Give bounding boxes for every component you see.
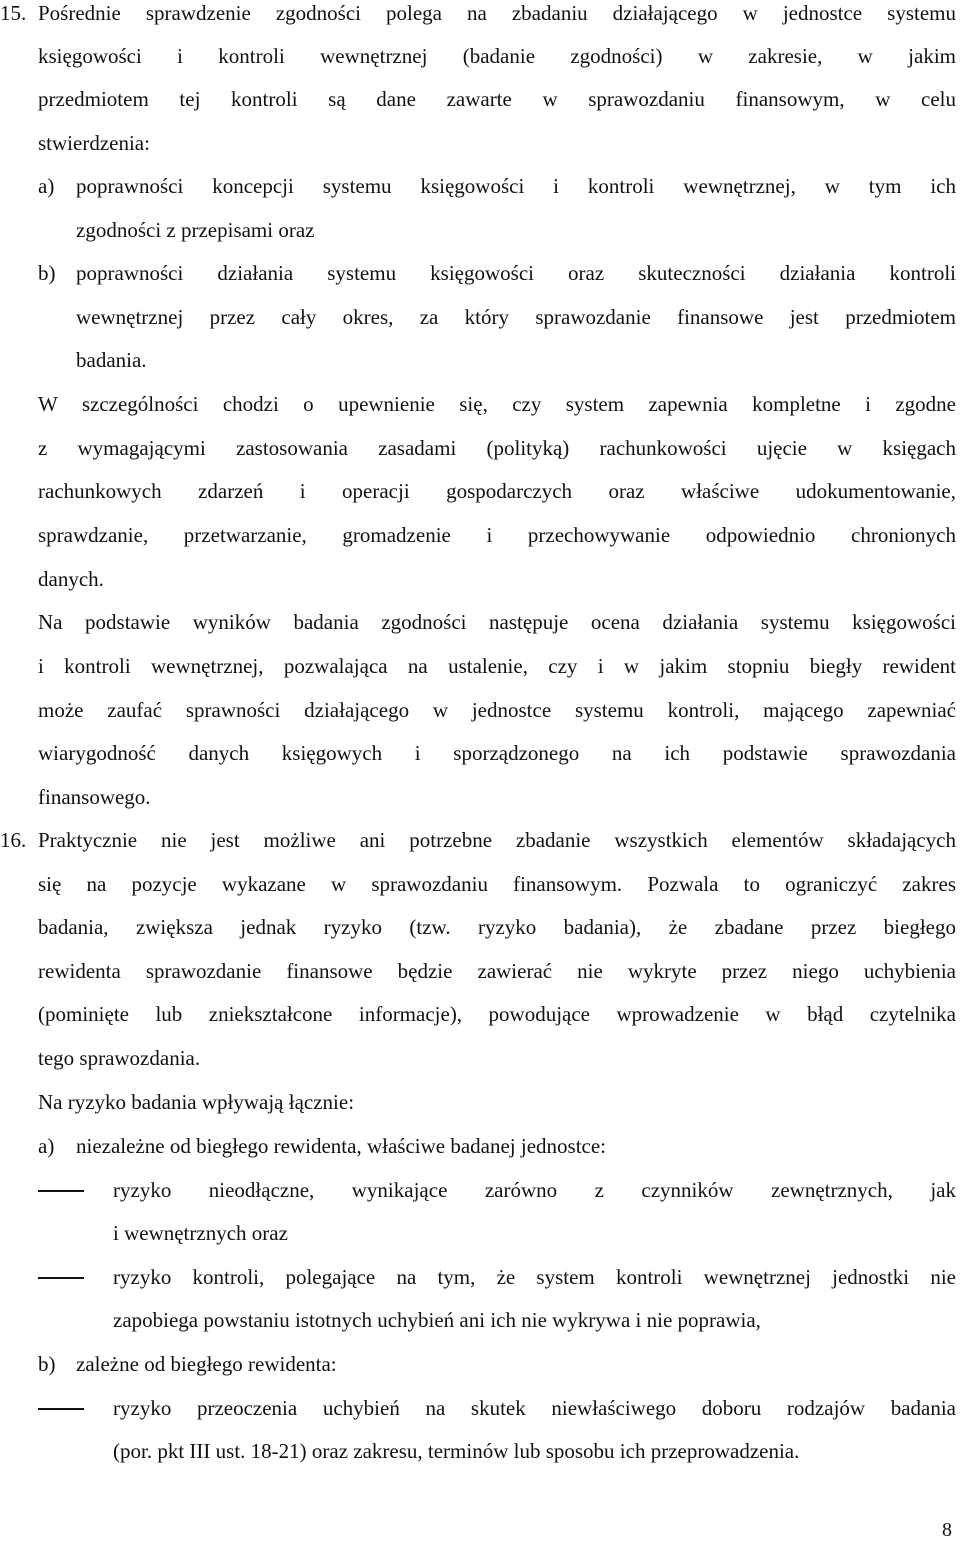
list-item-b (38, 1351, 337, 1395)
list-item-text: wewnętrznej przez cały okres, za który sprawozdanie finansowe jest przedmiotem (76, 305, 956, 329)
list-item-text: poprawności koncepcji systemu księgowości i kontroli wewnętrznej, w tym ich (76, 174, 956, 198)
list-label: a) (38, 1134, 55, 1158)
paragraph-text: z wymagającymi zastosowania zasadami (polityką) rachunkowości ujęcie w księgach (38, 436, 956, 460)
page-number: 8 (942, 1519, 952, 1541)
list-item-text: niezależne od biegłego rewidenta, właściwe badanej jednostce: (76, 1134, 607, 1158)
paragraph-text: przedmiotem tej kontroli są dane zawarte w sprawozdaniu finansowym, w celu (38, 87, 956, 111)
list-item-text: poprawności działania systemu księgowości oraz skuteczności działania kontroli (76, 261, 956, 285)
paragraph-text: Praktycznie nie jest możliwe ani potrzebne zbadanie wszystkich elementów składających (38, 828, 956, 852)
paragraph-text: W szczególności chodzi o upewnienie się, czy system zapewnia kompletne i zgodne (38, 392, 956, 416)
section-15-line (0, 0, 956, 44)
sub-list-item-text: i wewnętrznych oraz (113, 1221, 288, 1245)
paragraph-text: tego sprawozdania. (38, 1046, 201, 1070)
list-item-a (38, 173, 956, 217)
list-label: b) (38, 1352, 56, 1376)
paragraph-text: (pominięte lub zniekształcone informacje), powodujące wprowadzenie w błąd czytelnika (38, 1002, 956, 1026)
paragraph-text: badania, zwiększa jednak ryzyko (tzw. ryzyko badania), że zbadane przez biegłego (38, 915, 956, 939)
list-label: b) (38, 261, 56, 285)
paragraph-text: stwierdzenia: (38, 131, 150, 155)
list-label: a) (38, 174, 55, 198)
dash-bullet (38, 1408, 84, 1410)
paragraph-text: rachunkowych zdarzeń i operacji gospodarczych oraz właściwe udokumentowanie, (38, 479, 956, 503)
paragraph-text: danych. (38, 567, 104, 591)
paragraph-text: Na podstawie wyników badania zgodności następuje ocena działania systemu księgowości (38, 610, 956, 634)
paragraph-text: rewidenta sprawozdanie finansowe będzie zawierać nie wykryte przez niego uchybienia (38, 959, 956, 983)
list-item-text: zależne od biegłego rewidenta: (76, 1352, 337, 1376)
paragraph-text: sprawdzanie, przetwarzanie, gromadzenie i przechowywanie odpowiednio chronionych (38, 523, 956, 547)
list-item-text: zgodności z przepisami oraz (76, 218, 315, 242)
paragraph-text: może zaufać sprawności działającego w jednostce systemu kontroli, mającego zapewniać (38, 698, 956, 722)
paragraph-text: Pośrednie sprawdzenie zgodności polega na zbadaniu działającego w jednostce systemu (38, 1, 956, 25)
list-item-a (38, 1133, 607, 1177)
paragraph-text: Na ryzyko badania wpływają łącznie: (38, 1090, 355, 1114)
paragraph-text: się na pozycje wykazane w sprawozdaniu finansowym. Pozwala to ograniczyć zakres (38, 872, 956, 896)
section-number: 16. (0, 828, 27, 852)
paragraph-text: finansowego. (38, 785, 151, 809)
sub-list-item-text: ryzyko przeoczenia uchybień na skutek niewłaściwego doboru rodzajów badania (113, 1396, 956, 1420)
section-16-line (0, 827, 956, 871)
list-item-text: badania. (76, 348, 147, 372)
paragraph-text: wiarygodność danych księgowych i sporządzonego na ich podstawie sprawozdania (38, 741, 956, 765)
dash-bullet (38, 1277, 84, 1279)
section-number: 15. (0, 1, 27, 25)
sub-list-item-text: (por. pkt III ust. 18-21) oraz zakresu, terminów lub sposobu ich przeprowadzenia. (113, 1439, 800, 1463)
dash-bullet (38, 1190, 84, 1192)
sub-list-item-text: ryzyko kontroli, polegające na tym, że system kontroli wewnętrznej jednostki nie (113, 1265, 956, 1289)
sub-list-item-text: zapobiega powstaniu istotnych uchybień ani ich nie wykrywa i nie poprawia, (113, 1308, 761, 1332)
sub-list-item-text: ryzyko nieodłączne, wynikające zarówno z czynników zewnętrznych, jak (113, 1178, 956, 1202)
paragraph-text: i kontroli wewnętrznej, pozwalająca na ustalenie, czy i w jakim stopniu biegły rewident (38, 654, 956, 678)
paragraph-text: księgowości i kontroli wewnętrznej (badanie zgodności) w zakresie, w jakim (38, 44, 956, 68)
list-item-b (38, 260, 956, 304)
